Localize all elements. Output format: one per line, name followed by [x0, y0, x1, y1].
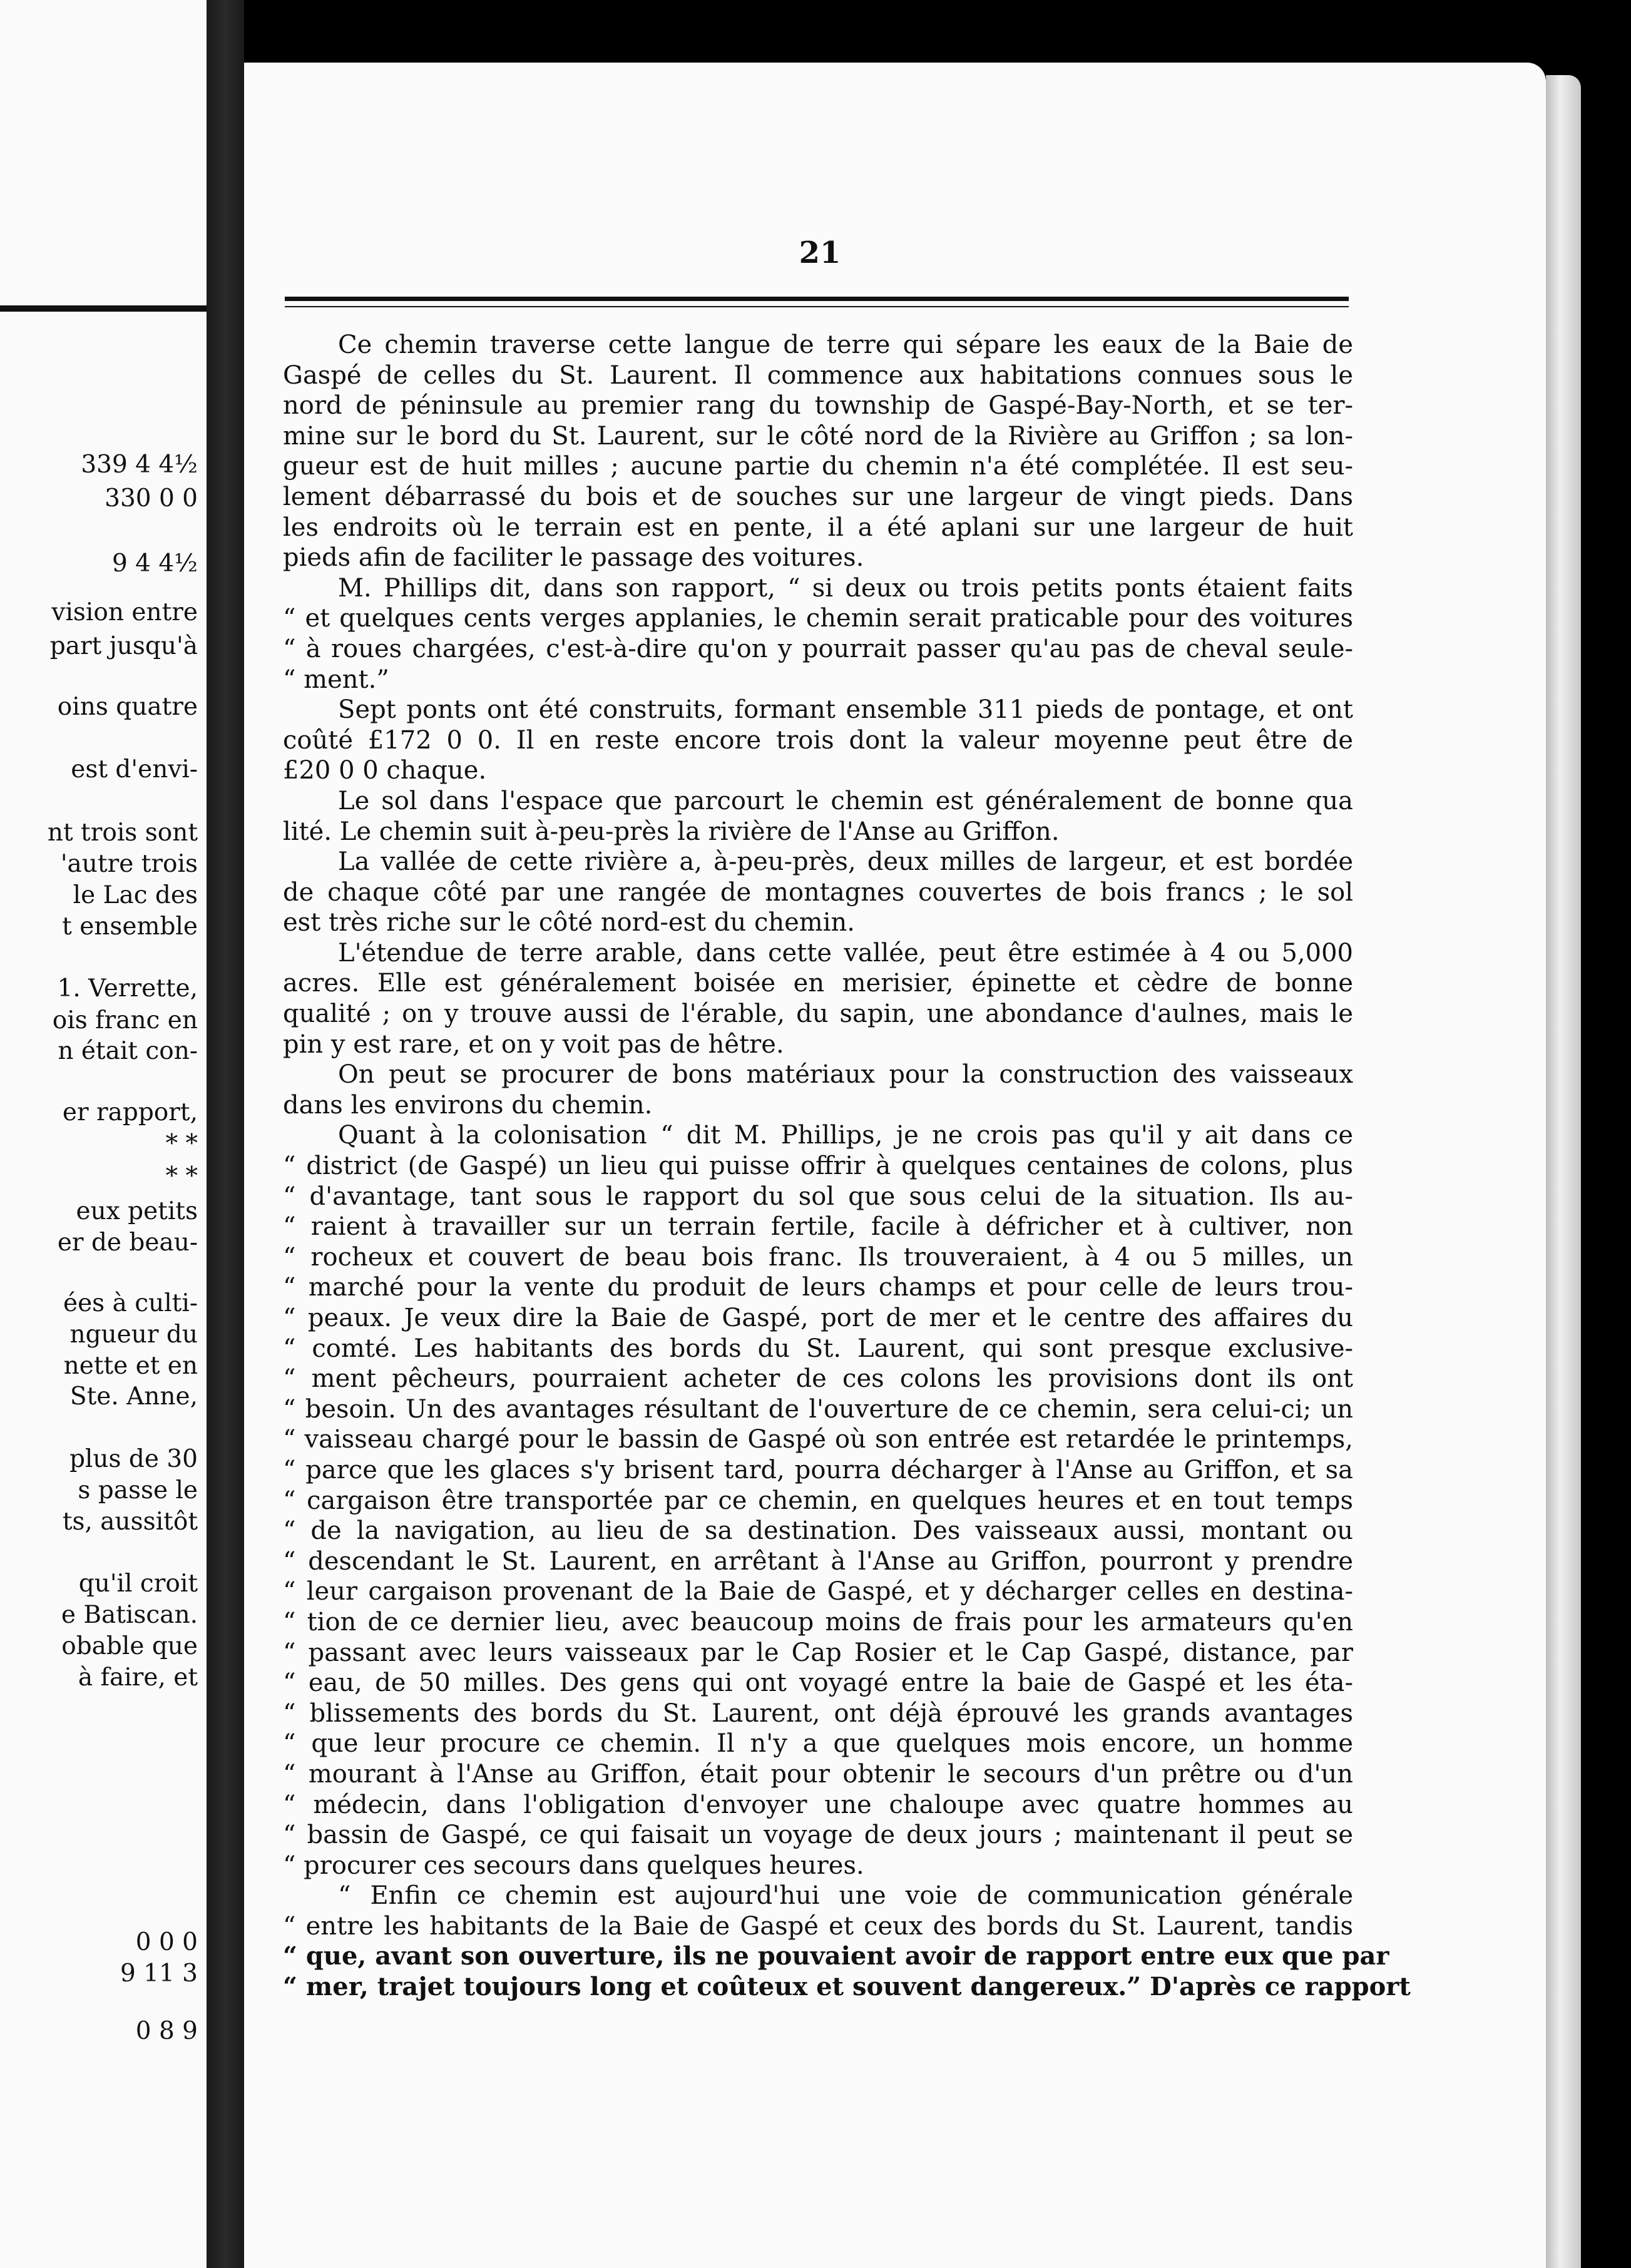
text-line: £20 0 0 chaque. [283, 756, 487, 785]
facing-page-line: qu'il croit [78, 1570, 198, 1598]
facing-page-line: ts, aussitôt [62, 1508, 198, 1536]
facing-page-line: oins quatre [57, 693, 198, 721]
facing-page-line: er de beau- [57, 1228, 198, 1257]
facing-page-line: n était con- [58, 1037, 198, 1065]
facing-page-line: 0 8 9 [135, 2017, 198, 2045]
text-line: “ vaisseau chargé pour le bassin de Gaspé où son entrée est retardée le printemps, [283, 1425, 1353, 1454]
text-line: “ ment pêcheurs, pourraient acheter de ces colons les provisions dont ils ont [283, 1364, 1353, 1394]
text-line: “ tion de ce dernier lieu, avec beaucoup moins de frais pour les armateurs qu'en [283, 1607, 1353, 1637]
text-line: mine sur le bord du St. Laurent, sur le côté nord de la Rivière au Griffon ; sa lon- [283, 421, 1353, 451]
text-line: “ mourant à l'Anse au Griffon, était pour obtenir le secours d'un prêtre ou d'un [283, 1759, 1353, 1789]
text-line: “ procurer ces secours dans quelques heures. [283, 1851, 864, 1880]
text-line: “ peaux. Je veux dire la Baie de Gaspé, port de mer et le centre des affaires du [283, 1304, 1353, 1332]
text-line: On peut se procurer de bons matériaux pour la construction des vaisseaux [338, 1060, 1353, 1090]
text-line: Ce chemin traverse cette langue de terre qui sépare les eaux de la Baie de [338, 330, 1353, 359]
text-line: “ mer, trajet toujours long et coûteux et souvent dangereux.” D'après ce rapport [283, 1972, 1411, 2002]
text-line: Gaspé de celles du St. Laurent. Il commence aux habitations connues sous le [283, 360, 1353, 390]
facing-page-line: plus de 30 [69, 1445, 198, 1473]
facing-page-fragment [0, 0, 207, 2268]
text-line: “ leur cargaison provenant de la Baie de Gaspé, et y décharger celles en destina- [283, 1577, 1353, 1606]
text-line: “ blissements des bords du St. Laurent, ont déjà éprouvé les grands avantages [283, 1698, 1353, 1728]
facing-page-line: 'autre trois [60, 850, 198, 878]
text-line: M. Phillips dit, dans son rapport, “ si deux ou trois petits ponts étaient faits [338, 573, 1353, 603]
text-line: coûté £172 0 0. Il en reste encore trois dont la valeur moyenne peut être de [283, 725, 1353, 755]
text-line: “ entre les habitants de la Baie de Gaspé et ceux des bords du St. Laurent, tandis [283, 1911, 1353, 1941]
facing-page-line: obable que [61, 1632, 198, 1660]
text-line: pieds afin de faciliter le passage des voitures. [283, 543, 864, 573]
facing-page-line: * * [165, 1130, 198, 1158]
text-line: “ district (de Gaspé) un lieu qui puisse offrir à quelques centaines de colons, plus [283, 1152, 1353, 1181]
header-rule-thick [285, 297, 1349, 301]
text-line: “ que, avant son ouverture, ils ne pouvaient avoir de rapport entre eux que par [283, 1941, 1389, 1971]
text-line: “ médecin, dans l'obligation d'envoyer une chaloupe avec quatre hommes au [283, 1790, 1353, 1819]
text-line: “ et quelques cents verges applanies, le chemin serait praticable pour des voitures [283, 604, 1353, 633]
text-line: “ cargaison être transportée par ce chemin, en quelques heures et en tout temps [283, 1486, 1353, 1515]
text-line: Sept ponts ont été construits, formant ensemble 311 pieds de pontage, et ont [338, 695, 1353, 725]
facing-page-line: Ste. Anne, [69, 1382, 198, 1411]
text-line: “ comté. Les habitants des bords du St. Laurent, qui sont presque exclusive- [283, 1334, 1353, 1363]
text-line: lement débarrassé du bois et de souches sur une largeur de vingt pieds. Dans [283, 482, 1353, 511]
body-text [283, 330, 1411, 2003]
facing-page-line: ngueur du [69, 1320, 198, 1349]
facing-page-line: ois franc en [52, 1006, 198, 1034]
facing-page-line: nette et en [63, 1352, 198, 1380]
text-line: qualité ; on y trouve aussi de l'érable, du sapin, une abondance d'aulnes, mais le [283, 999, 1353, 1029]
text-line: “ rocheux et couvert de beau bois franc. Ils trouveraient, à 4 ou 5 milles, un [283, 1242, 1353, 1272]
facing-page-rule [0, 305, 207, 312]
page-edge [1546, 75, 1581, 2268]
text-line: L'étendue de terre arable, dans cette vallée, peut être estimée à 4 ou 5,000 [338, 938, 1353, 968]
text-line: “ passant avec leurs vaisseaux par le Cap Rosier et le Cap Gaspé, distance, par [283, 1638, 1353, 1667]
facing-page-line: * * [165, 1162, 198, 1190]
facing-page-line: vision entre [51, 598, 198, 626]
text-line: gueur est de huit milles ; aucune partie du chemin n'a été complétée. Il est seu- [283, 452, 1353, 481]
facing-page-line: 1. Verrette, [57, 974, 198, 1003]
text-line: nord de péninsule au premier rang du township de Gaspé-Bay-North, et se ter- [283, 391, 1353, 421]
header-rule-thin [285, 306, 1349, 307]
facing-page-line: 330 0 0 [105, 484, 198, 513]
facing-page-line: 9 11 3 [120, 1959, 198, 1988]
text-line: “ Enfin ce chemin est aujourd'hui une voie de communication générale [338, 1881, 1353, 1911]
text-line: dans les environs du chemin. [283, 1090, 653, 1120]
facing-page-line: t ensemble [62, 912, 198, 941]
text-line: “ raient à travailler sur un terrain fertile, facile à défricher et à cultiver, non [283, 1212, 1353, 1242]
page-number: 21 [799, 235, 841, 270]
facing-page-line: est d'envi- [71, 755, 198, 784]
facing-page-line: part jusqu'à [49, 632, 198, 660]
text-line: “ d'avantage, tant sous le rapport du sol que sous celui de la situation. Ils au- [283, 1182, 1353, 1211]
text-line: “ de la navigation, au lieu de sa destination. Des vaisseaux aussi, montant ou [283, 1516, 1353, 1546]
facing-page-line: eux petits [76, 1197, 198, 1225]
facing-page-line: à faire, et [78, 1663, 198, 1692]
facing-page-line: le Lac des [73, 881, 198, 909]
text-line: les endroits où le terrain est en pente, il a été aplani sur une largeur de huit [283, 513, 1353, 542]
text-line: “ descendant le St. Laurent, en arrêtant à l'Anse au Griffon, pourront y prendre [283, 1546, 1353, 1576]
facing-page-line: er rapport, [62, 1098, 198, 1126]
text-line: Quant à la colonisation “ dit M. Phillips, je ne crois pas qu'il y ait dans ce [338, 1121, 1353, 1150]
text-line: La vallée de cette rivière a, à-peu-près, deux milles de largeur, et est bordée [338, 847, 1353, 877]
book-gutter [207, 0, 244, 2268]
text-line: lité. Le chemin suit à-peu-près la rivière de l'Anse au Griffon. [283, 817, 1060, 846]
facing-page-line: 0 0 0 [135, 1928, 198, 1956]
text-line: de chaque côté par une rangée de montagnes couvertes de bois francs ; le sol [283, 877, 1353, 907]
text-line: “ bassin de Gaspé, ce qui faisait un voyage de deux jours ; maintenant il peut se [283, 1821, 1353, 1850]
text-line: “ ment.” [283, 665, 389, 694]
text-line: pin y est rare, et on y voit pas de hêtre. [283, 1029, 784, 1059]
facing-page-line: e Batiscan. [61, 1601, 198, 1629]
facing-page-line: 339 4 4½ [81, 451, 198, 479]
text-line: “ que leur procure ce chemin. Il n'y a que quelques mois encore, un homme [283, 1729, 1353, 1759]
text-line: “ marché pour la vente du produit de leurs champs et pour celle de leurs trou- [283, 1273, 1353, 1302]
text-line: Le sol dans l'espace que parcourt le chemin est généralement de bonne qua [338, 786, 1353, 815]
facing-page-line: 9 4 4½ [111, 549, 198, 578]
facing-page-line: s passe le [78, 1476, 198, 1504]
text-line: acres. Elle est généralement boisée en merisier, épinette et cèdre de bonne [283, 969, 1353, 998]
text-line: “ besoin. Un des avantages résultant de l'ouverture de ce chemin, sera celui-ci; un [283, 1394, 1353, 1424]
facing-page-line: nt trois sont [47, 819, 198, 847]
text-line: “ parce que les glaces s'y brisent tard, pourra décharger à l'Anse au Griffon, et sa [283, 1455, 1353, 1484]
facing-page-line: ées à culti- [63, 1289, 198, 1317]
text-line: est très riche sur le côté nord-est du chemin. [283, 908, 856, 937]
text-line: “ eau, de 50 milles. Des gens qui ont voyagé entre la baie de Gaspé et les éta- [283, 1668, 1353, 1698]
text-line: “ à roues chargées, c'est-à-dire qu'on y pourrait passer qu'au pas de cheval seule- [283, 634, 1353, 663]
